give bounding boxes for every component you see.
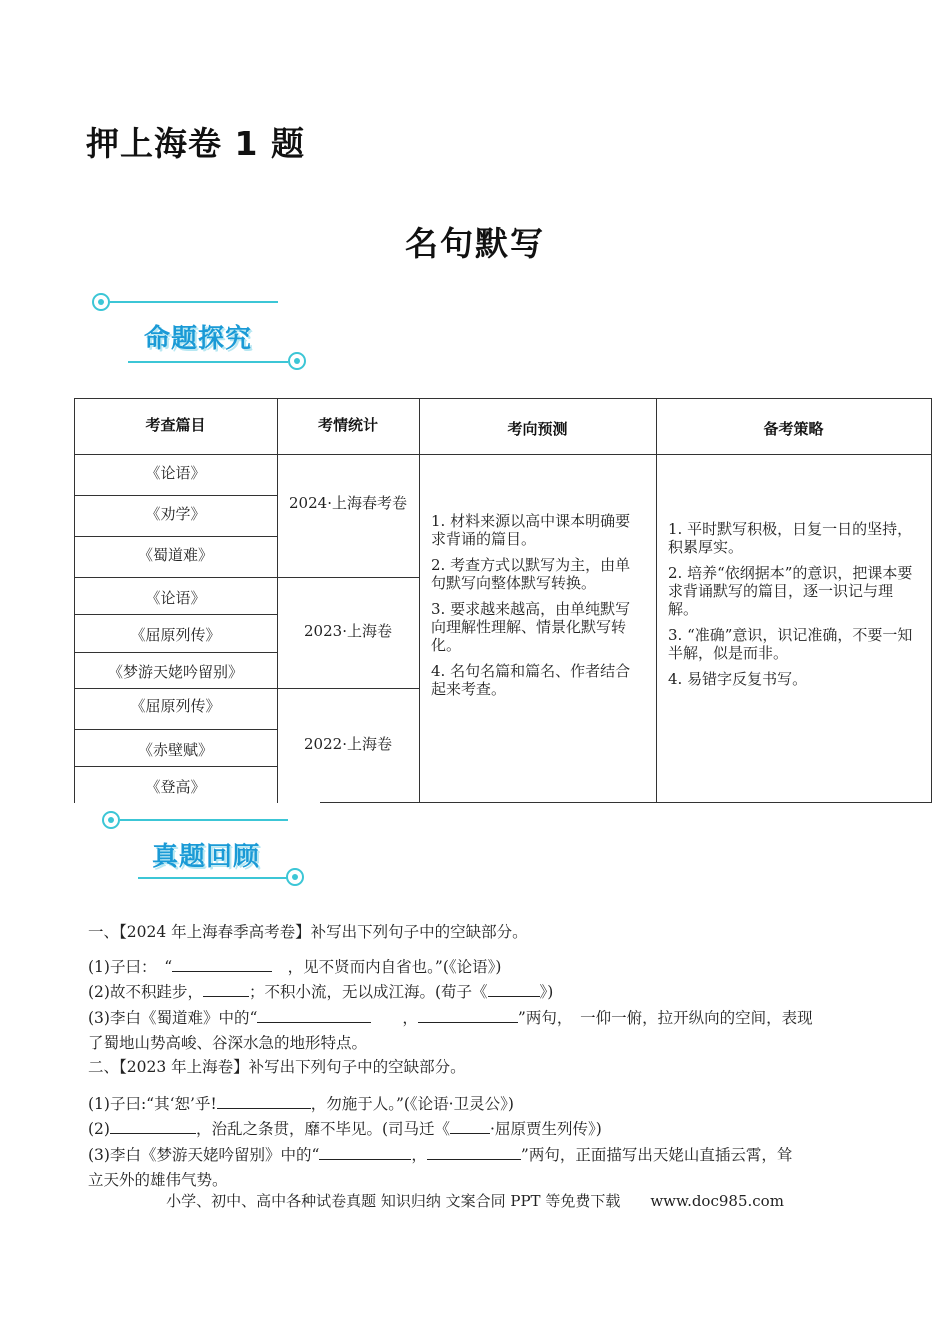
section-badge-review [100,806,340,896]
table-cell-work: 《劝学》 [145,505,206,523]
forecast-item: 4. 名句名篇和篇名、作者结合起来考查。 [431,662,631,698]
forecast-item: 1. 材料来源以高中课本明确要求背诵的篇目。 [431,512,631,548]
answer-blank[interactable] [450,1119,490,1134]
question-line: (3)李白《梦游天姥吟留别》中的“ ， ”两句，正面描写出天姥山直插云霄，耸 [88,1146,793,1164]
divider [128,361,288,363]
forecast-item: 2. 考查方式以默写为主，由单句默写向整体默写转换。 [431,556,631,592]
circle-decor-icon [102,811,120,829]
circle-decor-icon [92,293,110,311]
question-intro: 二、【2023 年上海卷】补写出下列句子中的空缺部分。 [88,1058,466,1076]
answer-blank[interactable] [488,982,540,997]
divider [138,877,288,879]
table-cell-year: 2024·上海春考卷 [289,494,407,512]
answer-blank[interactable] [110,1119,196,1134]
header-title: 押上海卷 1 题 [86,124,305,163]
strategy-list [668,520,922,696]
table-cell-work: 《赤壁赋》 [137,741,213,759]
question-line: 了蜀地山势高峻、谷深水急的地形特点。 [88,1034,368,1052]
table-cell-year: 2022·上海卷 [304,735,392,753]
answer-blank[interactable] [418,1008,518,1023]
strategy-item: 3. “准确”意识，识记准确，不要一知半解，似是而非。 [668,626,913,662]
circle-decor-icon [288,352,306,370]
table-cell-work: 《论语》 [145,589,206,607]
answer-blank[interactable] [257,1008,371,1023]
table-cell-work: 《屈原列传》 [130,697,221,715]
question-line: (3)李白《蜀道难》中的“ ， ”两句， 一仰一俯，拉开纵向的空间，表现 [88,1009,813,1027]
table-cell-work: 《梦游天姥吟留别》 [107,663,243,681]
question-line: (1)子曰:“其‘恕’乎! ，勿施于人。”(《论语·卫灵公》) [88,1095,514,1113]
page-footer: 小学、初中、高中各种试卷真题 知识归纳 文案合同 PPT 等免费下载 www.doc985.com [166,1192,784,1210]
divider [120,819,288,821]
table-cell-work: 《屈原列传》 [130,626,221,644]
section-badge-label: 真题回顾 [152,842,261,872]
forecast-item: 3. 要求越来越高，由单纯默写向理解性理解、情景化默写转化。 [431,600,631,654]
answer-blank[interactable] [172,957,272,972]
circle-decor-icon [286,868,304,886]
strategy-item: 2. 培养“依纲据本”的意识，把课本要求背诵默写的篇目，逐一识记与理解。 [668,564,913,618]
strategy-item: 4. 易错字反复书写。 [668,670,808,688]
answer-blank[interactable] [203,982,249,997]
table-header: 备考策略 [763,420,824,438]
answer-blank[interactable] [427,1145,521,1160]
forecast-list [431,512,645,706]
question-intro: 一、【2024 年上海春季高考卷】补写出下列句子中的空缺部分。 [88,923,528,941]
table-header: 考情统计 [317,416,378,434]
strategy-item: 1. 平时默写积极，日复一日的坚持，积累厚实。 [668,520,913,556]
section-badge-explore [90,288,330,378]
answer-blank[interactable] [217,1094,311,1109]
table-cell-year: 2023·上海卷 [304,622,392,640]
table-header: 考向预测 [507,420,568,438]
question-line: (1)子曰： “ ，见不贤而内自省也。”(《论语》) [88,958,502,976]
question-line: (2) ，治乱之条贯，靡不毕见。(司马迁《 ·屈原贾生列传》) [88,1120,602,1138]
question-line: 立天外的雄伟气势。 [88,1171,228,1189]
table-cell-work: 《论语》 [145,464,206,482]
exam-analysis-table [74,398,932,803]
table-cell-work: 《蜀道难》 [137,546,213,564]
question-line: (2)故不积跬步， ；不积小流，无以成江海。(荀子《 》) [88,983,554,1001]
table-header: 考查篇目 [145,416,206,434]
divider [110,301,278,303]
page-title: 名句默写 [405,224,545,263]
section-badge-label: 命题探究 [144,324,253,354]
table-cell-work: 《登高》 [145,778,206,796]
answer-blank[interactable] [319,1145,411,1160]
